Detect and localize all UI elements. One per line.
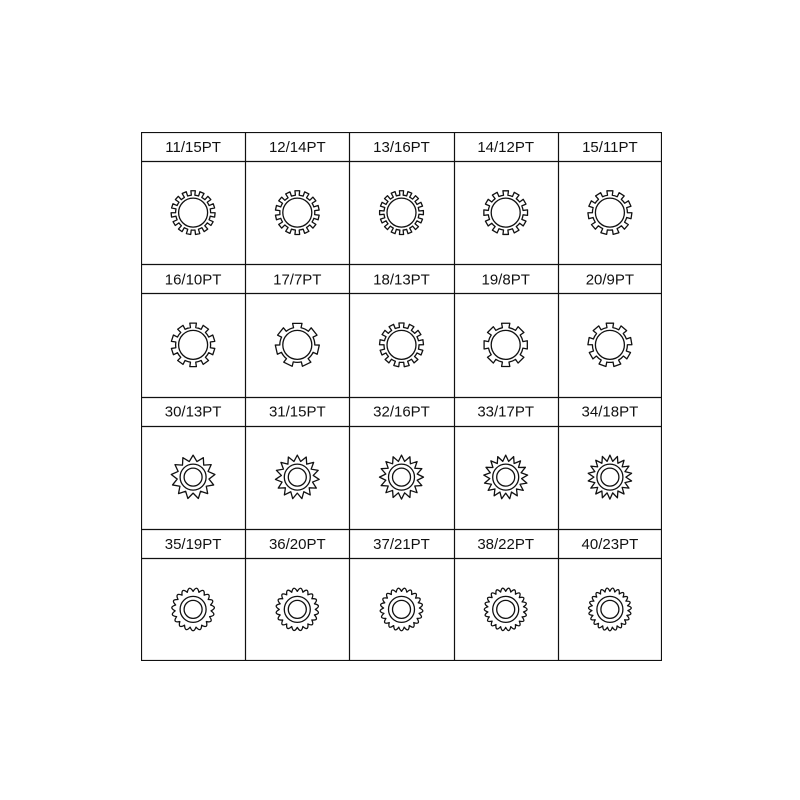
size-label: 17/7PT xyxy=(273,271,322,289)
gear-bore-circle xyxy=(288,468,306,486)
gear-grid-svg xyxy=(141,132,662,661)
size-label: 31/15PT xyxy=(268,403,326,421)
gear-icon xyxy=(171,455,215,498)
gear-icon xyxy=(276,588,318,630)
size-label: 19/8PT xyxy=(481,271,530,289)
size-label: 20/9PT xyxy=(585,271,635,289)
size-label: 11/15PT xyxy=(165,139,221,156)
size-label: 34/18PT xyxy=(581,403,639,421)
gear-bore-circle xyxy=(601,468,619,486)
size-label: 33/17PT xyxy=(477,403,535,421)
size-label: 35/19PT xyxy=(164,535,222,553)
gear-bore-circle xyxy=(179,330,208,359)
size-label: 15/11PT xyxy=(582,139,638,156)
size-label: 13/16PT xyxy=(373,139,430,156)
gear-icon xyxy=(484,588,527,630)
size-label: 36/20PT xyxy=(268,535,326,553)
size-label: 30/13PT xyxy=(164,403,222,421)
gear-bore-circle xyxy=(595,330,624,359)
size-label: 40/23PT xyxy=(581,535,639,553)
gear-icon xyxy=(380,588,423,631)
gear-size-chart xyxy=(141,132,662,661)
size-label: 16/10PT xyxy=(164,271,222,289)
gear-bore-circle xyxy=(283,198,312,227)
size-label: 12/14PT xyxy=(268,139,326,156)
gear-icon xyxy=(171,191,215,235)
size-label: 32/16PT xyxy=(373,403,430,421)
gear-icon xyxy=(484,455,528,499)
gear-icon xyxy=(380,323,424,367)
gear-bore-circle xyxy=(497,468,515,486)
size-label: 14/12PT xyxy=(477,139,535,156)
gear-bore-circle xyxy=(387,198,416,227)
gear-icon xyxy=(275,191,319,235)
gear-bore-circle xyxy=(491,330,520,359)
size-label: 18/13PT xyxy=(373,271,430,289)
gear-icon xyxy=(172,588,215,630)
gear-bore-circle xyxy=(601,600,619,618)
gear-bore-circle xyxy=(288,600,306,618)
grid-border xyxy=(142,133,662,661)
gear-icon xyxy=(589,588,632,631)
gear-bore-circle xyxy=(497,600,515,618)
gear-bore-circle xyxy=(387,330,416,359)
gear-bore-circle xyxy=(283,330,312,359)
gear-icon xyxy=(484,191,528,235)
gear-icon xyxy=(275,455,319,499)
gear-bore-circle xyxy=(393,600,411,618)
gear-bore-circle xyxy=(184,468,202,486)
gear-icon xyxy=(588,191,632,235)
gear-icon xyxy=(380,455,424,499)
gear-bore-circle xyxy=(184,600,202,618)
gear-bore-circle xyxy=(179,198,208,227)
gear-icon xyxy=(171,323,214,367)
gear-bore-circle xyxy=(595,198,624,227)
gear-icon xyxy=(380,191,424,235)
gear-icon xyxy=(588,455,631,499)
gear-bore-circle xyxy=(393,468,411,486)
size-label: 37/21PT xyxy=(373,535,430,553)
size-label: 38/22PT xyxy=(477,535,535,553)
gear-bore-circle xyxy=(491,198,520,227)
